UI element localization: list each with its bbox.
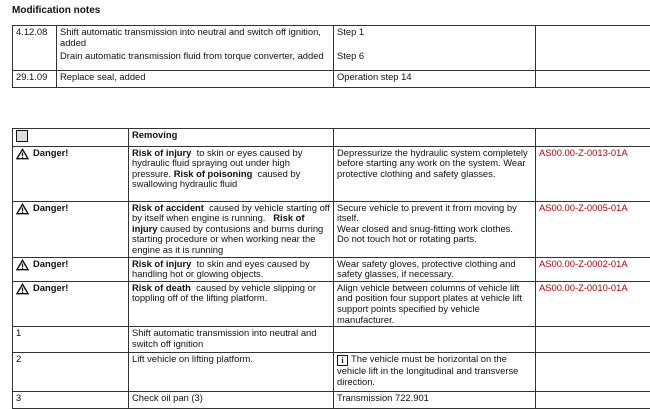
step-text: Check oil pan (3) [129, 392, 334, 409]
document-reference-link[interactable]: AS00.00-Z-0010-01A [536, 281, 650, 326]
danger-label: Danger! [16, 259, 125, 271]
danger-label: Danger! [16, 148, 125, 160]
risk-text: caused by swallowing hydraulic fluid [132, 168, 303, 190]
risk-text: to skin and eyes caused by handling hot or glowing objects. [132, 258, 312, 280]
risk-cell [129, 281, 334, 326]
modification-notes-title: Modification notes [12, 6, 100, 17]
step-note: Transmission 722.901 [334, 392, 536, 409]
action-line: Do not touch hot or rotating parts. [337, 234, 532, 245]
danger-row [13, 146, 650, 201]
change-text: Drain automatic transmission fluid from torque converter, added [60, 51, 330, 62]
change-text: Shift automatic transmission into neutral and switch off ignition, added [60, 27, 330, 48]
step-number: 1 [13, 327, 129, 353]
table-row [13, 26, 650, 71]
procedure-table [12, 128, 650, 409]
action-line: Secure vehicle to prevent it from moving by itself. [337, 203, 532, 224]
risk-emphasis: Risk of accident [132, 202, 204, 213]
step-row [13, 392, 650, 409]
modification-notes-table [12, 25, 650, 88]
action-text: Wear safety gloves, protective clothing and safety glasses, if necessary. [337, 258, 516, 280]
step-text: Lift vehicle on lifting platform. [129, 353, 334, 392]
table-row [13, 71, 650, 88]
warning-triangle-icon [16, 259, 29, 271]
danger-row [13, 201, 650, 257]
risk-emphasis: Risk of injury [132, 212, 307, 234]
step-text: Shift automatic transmission into neutral and switch off ignition [129, 327, 334, 353]
action-line: Wear closed and snug-fitting work clothes. [337, 224, 532, 235]
risk-text: caused by vehicle slipping or toppling off of the lifting platform. [132, 282, 319, 304]
risk-emphasis: Risk of death [132, 282, 191, 293]
grid-symbol-icon [16, 130, 28, 142]
risk-text: caused by contusions and burns during starting procedure or when working near the engine as it is running [132, 223, 326, 255]
risk-cell [129, 146, 334, 201]
step-number: 2 [13, 353, 129, 392]
action-text: Depressurize the hydraulic system completely before starting any work on the system. Wear protective clothing and safety glasses. [337, 147, 528, 179]
danger-label: Danger! [16, 283, 125, 295]
document-reference-link[interactable]: AS00.00-Z-0005-01A [536, 201, 650, 257]
step-row [13, 327, 650, 353]
action-cell [334, 201, 536, 257]
risk-text: to skin or eyes caused by hydraulic fluid spraying out under high pressure. [132, 147, 305, 179]
change-cell: Replace seal, added [57, 71, 334, 88]
step-note [334, 327, 536, 353]
risk-emphasis: Risk of poisoning [174, 168, 253, 179]
step-note: The vehicle must be horizontal on the vehicle lift in the longitudinal and transverse direction. [337, 353, 518, 387]
step-number: 3 [13, 392, 129, 409]
action-cell [334, 146, 536, 201]
action-cell [334, 281, 536, 326]
document-reference-link[interactable]: AS00.00-Z-0002-01A [536, 257, 650, 281]
risk-emphasis: Risk of injury [132, 258, 191, 269]
date-cell: 29.1.09 [13, 71, 57, 88]
action-cell [334, 257, 536, 281]
warning-triangle-icon [16, 203, 29, 215]
risk-cell [129, 201, 334, 257]
danger-label: Danger! [16, 203, 125, 215]
reference-cell: Operation step 14 [334, 71, 536, 88]
document-reference-link[interactable]: AS00.00-Z-0013-01A [536, 146, 650, 201]
reference-text: Step 6 [337, 51, 532, 62]
date-cell: 4.12.08 [13, 26, 57, 71]
header-row [13, 129, 650, 147]
reference-text: Step 1 [337, 27, 532, 48]
danger-row [13, 281, 650, 326]
danger-row [13, 257, 650, 281]
step-row [13, 353, 650, 392]
risk-text: caused by vehicle starting off by itself when engine is running. [132, 202, 332, 224]
action-text: Align vehicle between columns of vehicle lift and position four support plates at vehicle lift support points specified by vehicle manufacturer. [337, 282, 522, 325]
warning-triangle-icon [16, 283, 29, 295]
warning-triangle-icon [16, 148, 29, 160]
risk-cell [129, 257, 334, 281]
risk-emphasis: Risk of injury [132, 147, 191, 158]
section-title: Removing [129, 129, 334, 147]
info-icon: i [337, 355, 348, 366]
